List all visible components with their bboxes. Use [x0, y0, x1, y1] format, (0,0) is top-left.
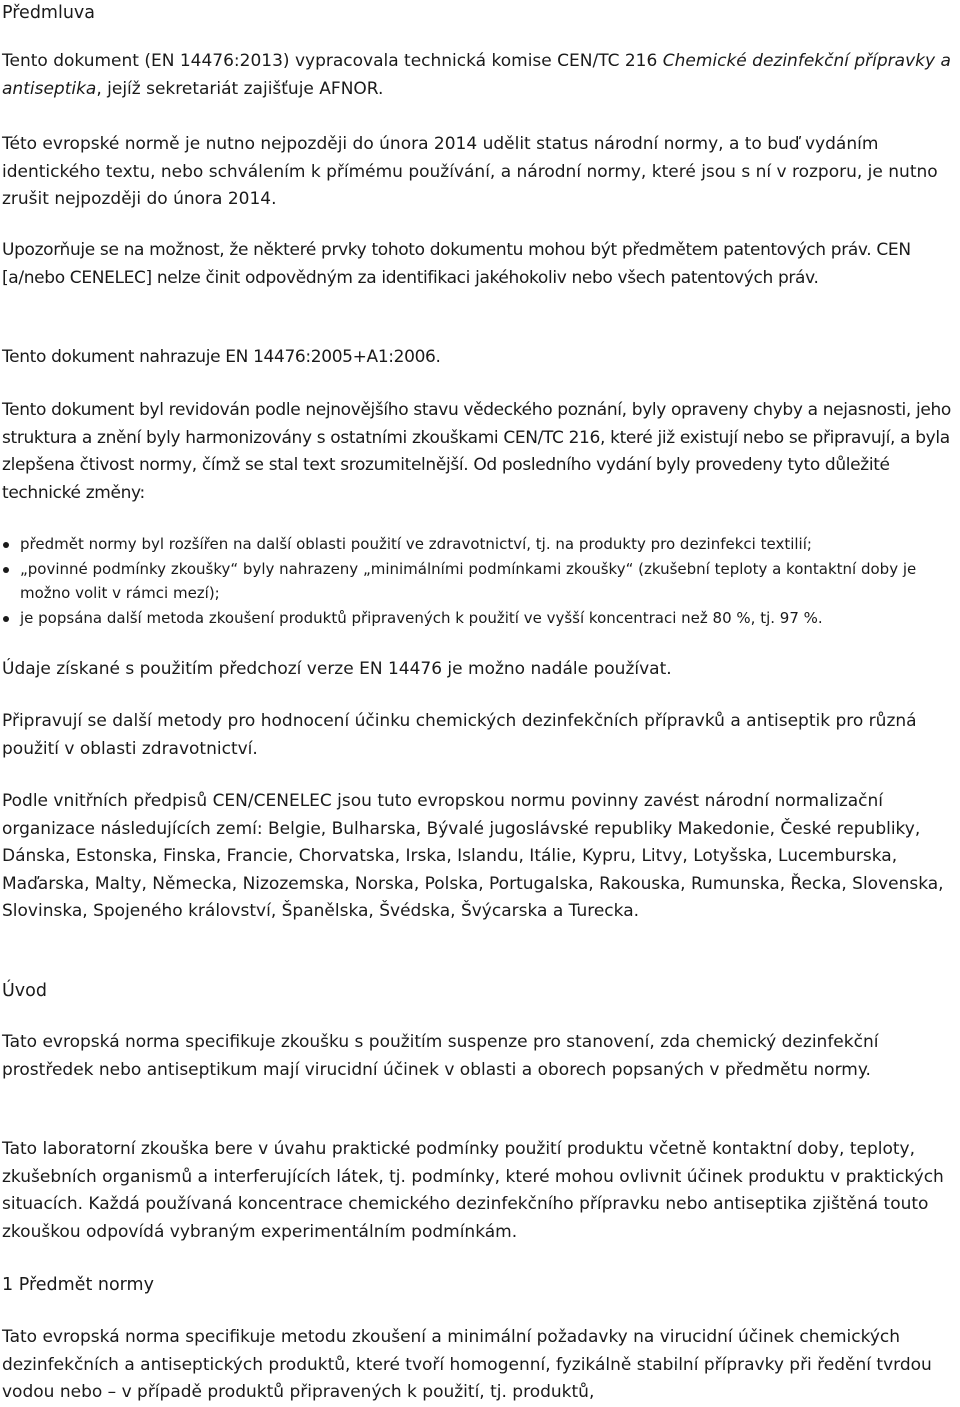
foreword-paragraph-8: Podle vnitřních předpisů CEN/CENELEC jsou tuto evropskou normu povinny zavést národní normalizační organizace následujících zemí: Belgie, Bulharska, Bývalé jugoslávské republiky Makedonie, České republiky, Dánska, Estonska, Finska, Francie, Chorvatska, Irska, Islandu, Itálie, Kypru, Litvy, Lotyšska, Lucemburska, Maďarska, Malty, Německa, Nizozemska, Norska, Polska, Portugalska, Rakouska, Rumunska, Řecka, Slovenska, Slovinska, Spojeného království, Španělska, Švédska, Švýcarska a Turecka.	[2, 791, 944, 921]
foreword-paragraph-5: Tento dokument byl revidován podle nejnovějšího stavu vědeckého poznání, byly opraveny chyby a nejasnosti, jeho struktura a znění byly harmonizovány s ostatními zkouškami CEN/TC 216, které již existují nebo se připravují, a byla zlepšena čtivost normy, čímž se stal text srozumitelnější. Od posledního vydání byly provedeny tyto důležité technické změny:	[2, 400, 951, 503]
foreword-paragraph-3: Upozorňuje se na možnost, že některé prvky tohoto dokumentu mohou být předmětem patentových práv. CEN [a/nebo CENELEC] nelze činit odpovědným za identifikaci jakéhokoliv nebo všech patentových práv.	[2, 240, 911, 288]
foreword-paragraph-2: Této evropské normě je nutno nejpozději do února 2014 udělit status národní normy, a to buď vydáním identického textu, nebo schválením k přímému používání, a národní normy, které jsou s ní v rozporu, je nutno zrušit nejpozději do února 2014.	[2, 134, 938, 209]
foreword-heading: Předmluva	[2, 3, 96, 23]
intro-paragraph-1: Tato evropská norma specifikuje zkoušku s použitím suspenze pro stanovení, zda chemický dezinfekční prostředek nebo antiseptikum mají virucidní účinek v oblasti a oborech popsaných v předmětu normy.	[2, 1032, 879, 1080]
list-item: předmět normy byl rozšířen na další oblasti použití ve zdravotnictví, tj. na produkty pro dezinfekci textilií;	[2, 532, 958, 557]
committee-name: Chemické dezinfekční přípravky a antiseptika	[2, 51, 951, 99]
technical-changes-list	[2, 532, 958, 630]
foreword-p1-text-b: , jejíž sekretariát zajišťuje AFNOR.	[96, 78, 384, 99]
scope-heading: 1 Předmět normy	[2, 1275, 154, 1295]
foreword-paragraph-4: Tento dokument nahrazuje EN 14476:2005+A1:2006.	[2, 347, 441, 367]
foreword-paragraph-6: Údaje získané s použitím předchozí verze EN 14476 je možno nadále používat.	[2, 659, 672, 679]
intro-paragraph-2: Tato laboratorní zkouška bere v úvahu praktické podmínky použití produktu včetně kontaktní doby, teploty, zkušebních organismů a interferujících látek, tj. podmínky, které mohou ovlivnit účinek produktu v praktických situacích. Každá používaná koncentrace chemického dezinfekčního přípravku nebo antiseptika zjištěná touto zkouškou odpovídá vybraným experimentálním podmínkám.	[2, 1139, 944, 1242]
list-item: „povinné podmínky zkoušky“ byly nahrazeny „minimálními podmínkami zkoušky“ (zkušební teploty a kontaktní doby je možno volit v rámci mezí);	[2, 557, 958, 606]
scope-paragraph-1: Tato evropská norma specifikuje metodu zkoušení a minimální požadavky na virucidní účinek chemických dezinfekčních a antiseptických produktů, které tvoří homogenní, fyzikálně stabilní přípravky při ředění tvrdou vodou nebo – v případě produktů připravených k použití, tj. produktů,	[2, 1327, 932, 1402]
foreword-paragraph-1	[2, 48, 958, 103]
foreword-paragraph-7: Připravují se další metody pro hodnocení účinku chemických dezinfekčních přípravků a antiseptik pro různá použití v oblasti zdravotnictví.	[2, 711, 917, 759]
list-item: je popsána další metoda zkoušení produktů připravených k použití ve vyšší koncentraci než 80 %, tj. 97 %.	[2, 606, 958, 631]
intro-heading: Úvod	[2, 981, 47, 1001]
foreword-p1-text-a: Tento dokument (EN 14476:2013) vypracovala technická komise CEN/TC 216	[2, 51, 663, 71]
